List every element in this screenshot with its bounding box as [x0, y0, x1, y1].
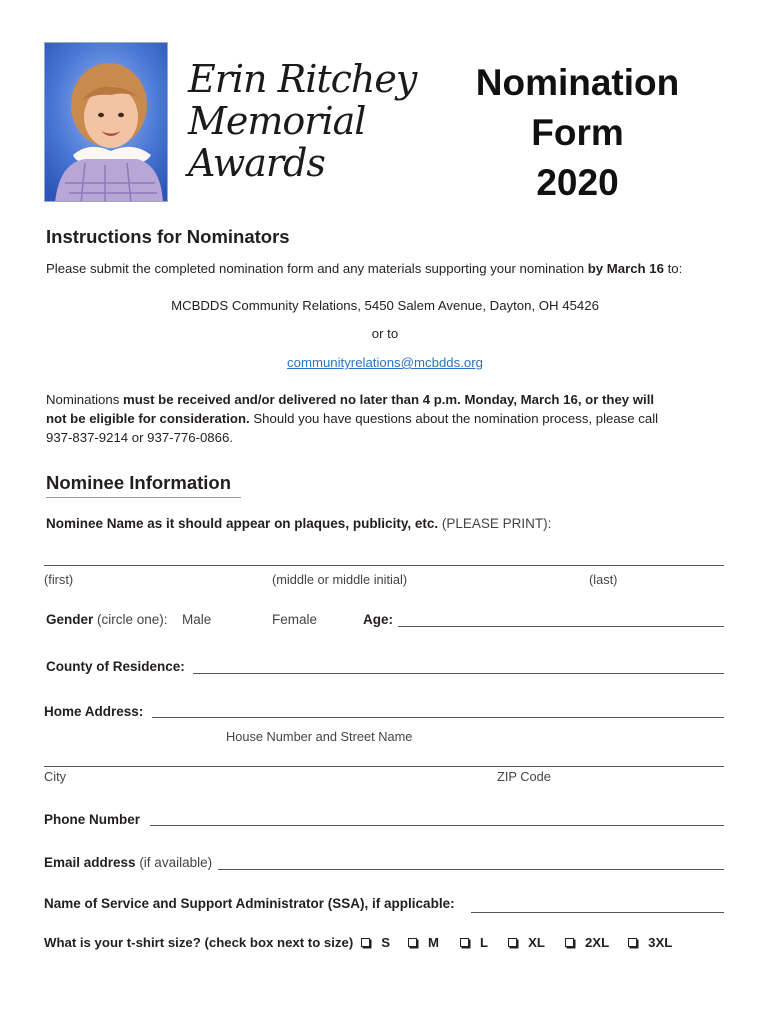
phone-label: Phone Number [44, 812, 141, 827]
email-input[interactable] [218, 869, 724, 870]
nominee-photo [44, 42, 168, 202]
ssa-input[interactable] [471, 912, 724, 913]
name-last-hint: (last) [589, 572, 618, 587]
deadline-text-1: Nominations [46, 392, 123, 407]
age-label: Age: [363, 612, 393, 627]
nominee-heading: Nominee Information [46, 472, 232, 493]
tshirt-size-l[interactable]: L [460, 935, 488, 950]
submit-text-1: Please submit the completed nomination form and any materials supporting your nomination [46, 261, 588, 276]
checkbox-icon[interactable] [565, 938, 574, 947]
name-label-note: (PLEASE PRINT): [441, 516, 552, 531]
child-portrait-photo [45, 43, 168, 202]
checkbox-icon[interactable] [408, 938, 417, 947]
deadline-line-2 [46, 409, 658, 428]
home-address-label: Home Address: [44, 704, 144, 719]
deadline-line-1 [46, 390, 654, 409]
city-hint: City [44, 769, 67, 784]
tshirt-size-xl[interactable]: XL [508, 935, 545, 950]
deadline-bold-1: must be received and/or delivered no later than 4 p.m. Monday, March 16, or they will [122, 392, 655, 407]
nominee-name-label [46, 516, 551, 531]
title-line-1: Nomination [475, 62, 680, 103]
gender-label [46, 612, 168, 627]
county-label: County of Residence: [46, 659, 185, 674]
home-address-input[interactable] [152, 717, 724, 718]
tshirt-size-3xl[interactable]: 3XL [628, 935, 672, 950]
tshirt-size-m[interactable]: M [408, 935, 439, 950]
email-label-bold: Email address [44, 855, 136, 870]
gender-option-female[interactable]: Female [272, 612, 318, 627]
email-label [44, 855, 212, 870]
tshirt-size-s[interactable]: S [361, 935, 390, 950]
nominee-name-input[interactable] [44, 565, 724, 566]
checkbox-icon[interactable] [508, 938, 517, 947]
form-title [455, 58, 700, 208]
ssa-label: Name of Service and Support Administrator (SSA), if applicable: [44, 896, 455, 911]
checkbox-icon[interactable] [460, 938, 469, 947]
phone-input[interactable] [150, 825, 724, 826]
mailing-address: MCBDDS Community Relations, 5450 Salem Avenue, Dayton, OH 45426 [171, 298, 599, 313]
or-to-text: or to [371, 326, 399, 341]
submit-instructions [46, 259, 682, 278]
title-line-3: 2020 [536, 162, 619, 203]
heading-underline [46, 497, 241, 498]
submit-text-2: to: [663, 261, 683, 276]
checkbox-icon[interactable] [628, 938, 637, 947]
email-link[interactable]: communityrelations@mcbdds.org [287, 355, 483, 370]
gender-option-male[interactable]: Male [182, 612, 212, 627]
name-first-hint: (first) [44, 572, 74, 587]
logo-line-3: Awards [188, 141, 325, 185]
tshirt-size-row [44, 935, 672, 950]
zip-hint: ZIP Code [497, 769, 551, 784]
house-number-hint: House Number and Street Name [226, 729, 413, 744]
submit-deadline: by March 16 [587, 261, 664, 276]
county-input[interactable] [193, 673, 724, 674]
city-zip-input[interactable] [44, 766, 724, 767]
gender-note: (circle one): [97, 612, 168, 627]
name-middle-hint: (middle or middle initial) [272, 572, 408, 587]
email-label-note: (if available) [139, 855, 213, 870]
age-input[interactable] [398, 626, 724, 627]
tshirt-label: What is your t-shirt size? (check box next to size) [44, 935, 354, 950]
logo-line-1: Erin Ritchey [188, 57, 417, 101]
title-line-2: Form [531, 112, 624, 153]
gender-label-bold: Gender [46, 612, 94, 627]
logo-line-2: Memorial [188, 99, 366, 143]
instructions-heading: Instructions for Nominators [46, 226, 290, 247]
name-label-bold: Nominee Name as it should appear on plaques, publicity, etc. [46, 516, 439, 531]
checkbox-icon[interactable] [361, 938, 370, 947]
contact-phones: 937-837-9214 or 937-776-0866. [46, 430, 233, 445]
deadline-text-2: Should you have questions about the nomination process, please call [249, 411, 659, 426]
tshirt-size-2xl[interactable]: 2XL [565, 935, 609, 950]
awards-logo-text [188, 58, 418, 184]
deadline-bold-2: not be eligible for consideration. [46, 411, 250, 426]
